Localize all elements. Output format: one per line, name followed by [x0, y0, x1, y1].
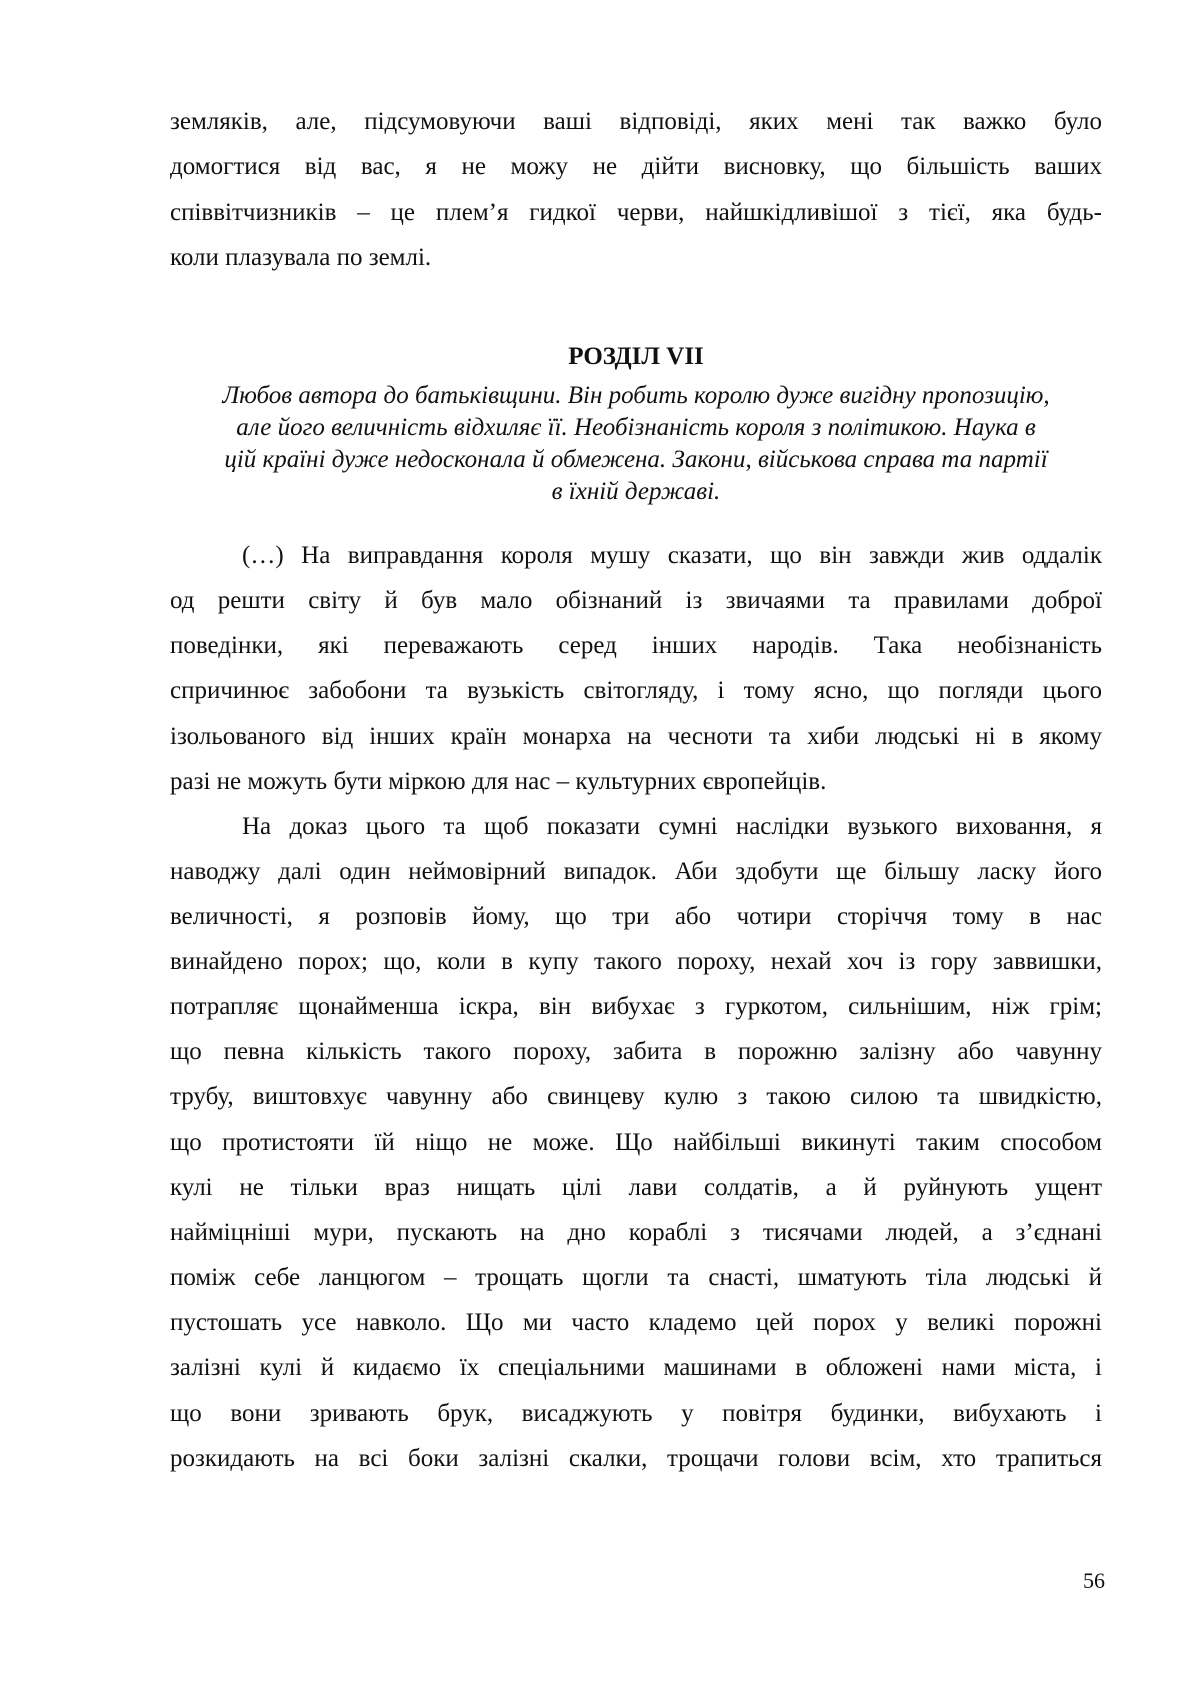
paragraph-line: земляків, але, підсумовуючи ваші відповіді, яких мені так важко було: [170, 108, 1102, 135]
paragraph-line: найміцніші мури, пускають на дно кораблі з тисячами людей, а з’єднані: [170, 1219, 1102, 1246]
paragraph-line: ізольованого від інших країн монарха на чесноти та хиби людські ні в якому: [170, 723, 1102, 750]
paragraph-line: поміж себе ланцюгом – трощать щогли та снасті, шматують тіла людські й: [170, 1264, 1102, 1291]
summary-line: Любов автора до батьківщини. Він робить королю дуже вигідну пропозицію,: [222, 382, 1050, 409]
paragraph-line: домогтися від вас, я не можу не дійти висновку, що більшість ваших: [170, 153, 1102, 180]
summary-line: але його величність відхиляє її. Необізнаність короля з політикою. Наука в: [236, 414, 1036, 441]
paragraph-line: що певна кількість такого пороху, забита в порожню залізну або чавунну: [170, 1038, 1102, 1065]
paragraph-line: На доказ цього та щоб показати сумні наслідки вузького виховання, я: [242, 813, 1102, 840]
paragraph-line: (…) На виправдання короля мушу сказати, що він завжди жив оддалік: [242, 542, 1102, 569]
paragraph-line: розкидають на всі боки залізні скалки, трощачи голови всім, хто трапиться: [170, 1445, 1102, 1472]
paragraph-line: винайдено порох; що, коли в купу такого пороху, нехай хоч із гору заввишки,: [170, 948, 1102, 975]
chapter-title: РОЗДІЛ VII: [568, 343, 704, 370]
paragraph-line: трубу, виштовхує чавунну або свинцеву кулю з такою силою та швидкістю,: [170, 1083, 1102, 1110]
paragraph-line: співвітчизників – це плем’я гидкої черви, найшкідливішої з тієї, яка будь-: [170, 199, 1102, 226]
paragraph-line: разі не можуть бути міркою для нас – культурних європейців.: [170, 768, 827, 795]
paragraph-line: потрапляє щонайменша іскра, він вибухає з гуркотом, сильнішим, ніж грім;: [170, 993, 1102, 1020]
summary-line: цій країні дуже недосконала й обмежена. Закони, військова справа та партії: [224, 446, 1048, 473]
summary-line: в їхній державі.: [551, 478, 721, 505]
paragraph-line: пустошать усе навколо. Що ми часто кладемо цей порох у великі порожні: [170, 1309, 1102, 1336]
page-number: 56: [1083, 1568, 1105, 1593]
paragraph-line: що протистояти їй ніщо не може. Що найбільші викинуті таким способом: [170, 1129, 1102, 1156]
paragraph-line: величності, я розповів йому, що три або чотири сторіччя тому в нас: [170, 903, 1102, 930]
paragraph-line: коли плазувала по землі.: [170, 244, 432, 271]
paragraph-line: залізні кулі й кидаємо їх спеціальними машинами в обложені нами міста, і: [170, 1354, 1102, 1381]
paragraph-line: од решти світу й був мало обізнаний із звичаями та правилами доброї: [170, 587, 1102, 614]
paragraph-line: кулі не тільки враз нищать цілі лави солдатів, а й руйнують ущент: [170, 1174, 1102, 1201]
paragraph-line: наводжу далі один неймовірний випадок. Аби здобути ще більшу ласку його: [170, 858, 1102, 885]
paragraph-line: що вони зривають брук, висаджують у повітря будинки, вибухають і: [170, 1400, 1102, 1427]
paragraph-line: поведінки, які переважають серед інших народів. Така необізнаність: [170, 632, 1102, 659]
paragraph-line: спричинює забобони та вузькість світогляду, і тому ясно, що погляди цього: [170, 677, 1102, 704]
